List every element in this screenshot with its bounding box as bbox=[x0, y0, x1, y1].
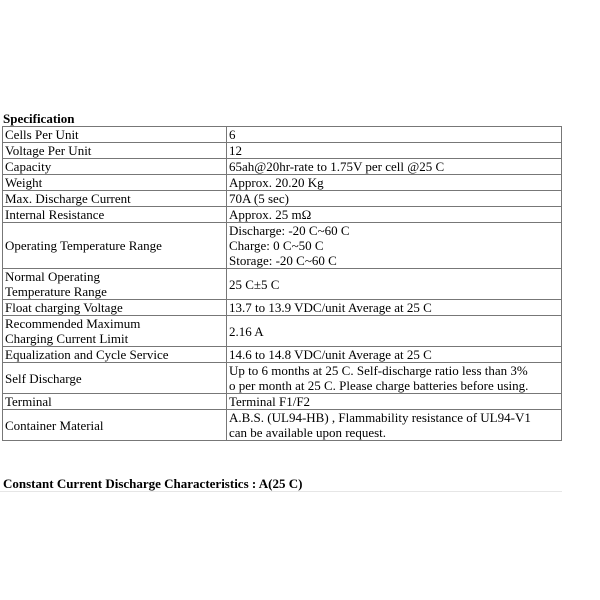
spec-value-cell bbox=[227, 410, 562, 441]
spec-label-text: Cells Per Unit bbox=[5, 127, 79, 142]
spec-label-cell bbox=[3, 127, 227, 143]
spec-label-text: Terminal bbox=[5, 394, 52, 409]
spec-row bbox=[3, 394, 562, 410]
spec-label-cell bbox=[3, 300, 227, 316]
spec-value-text: o per month at 25 C. Please charge batteries before using. bbox=[229, 378, 529, 393]
spec-row bbox=[3, 143, 562, 159]
spec-label-cell bbox=[3, 143, 227, 159]
spec-value-cell bbox=[227, 300, 562, 316]
spec-value-text: Charge: 0 C~50 C bbox=[229, 238, 324, 253]
spec-label-text: Temperature Range bbox=[5, 284, 107, 299]
spec-value-text: can be available upon request. bbox=[229, 425, 387, 440]
spec-row bbox=[3, 316, 562, 347]
spec-value-cell bbox=[227, 191, 562, 207]
spec-label-text: Normal Operating bbox=[5, 269, 100, 284]
specification-table bbox=[2, 126, 562, 441]
spec-label-cell bbox=[3, 410, 227, 441]
spec-value-text: Terminal F1/F2 bbox=[229, 394, 311, 409]
spec-value-cell bbox=[227, 175, 562, 191]
spec-value-cell bbox=[227, 316, 562, 347]
spec-label-text: Charging Current Limit bbox=[5, 331, 129, 346]
spec-value-text: 25 C±5 C bbox=[229, 276, 280, 292]
spec-row bbox=[3, 175, 562, 191]
spec-label-text: Max. Discharge Current bbox=[5, 191, 131, 206]
spec-label-text: Weight bbox=[5, 175, 43, 190]
spec-row bbox=[3, 363, 562, 394]
spec-value-text: Storage: -20 C~60 C bbox=[229, 253, 337, 268]
spec-row bbox=[3, 347, 562, 363]
spec-value-text: Up to 6 months at 25 C. Self-discharge ratio less than 3% bbox=[229, 363, 528, 378]
spec-label-text: Voltage Per Unit bbox=[5, 143, 92, 158]
spec-value-text: Discharge: -20 C~60 C bbox=[229, 223, 350, 238]
spec-value-cell bbox=[227, 347, 562, 363]
spec-row bbox=[3, 191, 562, 207]
spec-row bbox=[3, 300, 562, 316]
spec-value-cell bbox=[227, 269, 562, 300]
spec-row bbox=[3, 127, 562, 143]
spec-value-cell bbox=[227, 363, 562, 394]
spec-row bbox=[3, 269, 562, 300]
spec-value-cell bbox=[227, 207, 562, 223]
spec-label-cell bbox=[3, 175, 227, 191]
spec-value-text: 6 bbox=[229, 127, 236, 142]
spec-value-text: 14.6 to 14.8 VDC/unit Average at 25 C bbox=[229, 347, 432, 362]
spec-label-cell bbox=[3, 363, 227, 394]
spec-value-cell bbox=[227, 394, 562, 410]
spec-value-text: 13.7 to 13.9 VDC/unit Average at 25 C bbox=[229, 300, 432, 315]
spec-label-text: Capacity bbox=[5, 159, 52, 174]
spec-value-text: A.B.S. (UL94-HB) , Flammability resistance of UL94-V1 bbox=[229, 410, 531, 425]
discharge-characteristics-heading: Constant Current Discharge Characteristics : A(25 C) bbox=[3, 476, 303, 491]
spec-label-cell bbox=[3, 347, 227, 363]
spec-row bbox=[3, 223, 562, 269]
spec-label-text: Self Discharge bbox=[5, 370, 82, 386]
spec-value-text: 2.16 A bbox=[229, 323, 264, 339]
spec-value-text: 70A (5 sec) bbox=[229, 191, 289, 206]
spec-label-text: Internal Resistance bbox=[5, 207, 105, 222]
spec-value-cell bbox=[227, 143, 562, 159]
spec-label-cell bbox=[3, 223, 227, 269]
spec-label-cell bbox=[3, 316, 227, 347]
spec-label-cell bbox=[3, 191, 227, 207]
section-divider bbox=[0, 491, 562, 492]
spec-label-cell bbox=[3, 394, 227, 410]
spec-value-text: Approx. 20.20 Kg bbox=[229, 175, 324, 190]
spec-label-text: Recommended Maximum bbox=[5, 316, 141, 331]
spec-row bbox=[3, 207, 562, 223]
spec-label-text: Float charging Voltage bbox=[5, 300, 123, 315]
spec-value-cell bbox=[227, 127, 562, 143]
spec-value-cell bbox=[227, 223, 562, 269]
spec-value-text: 65ah@20hr-rate to 1.75V per cell @25 C bbox=[229, 159, 445, 174]
spec-value-text: Approx. 25 mΩ bbox=[229, 207, 312, 222]
spec-row bbox=[3, 410, 562, 441]
spec-value-text: 12 bbox=[229, 143, 242, 158]
specification-heading: Specification bbox=[3, 111, 75, 126]
spec-label-cell bbox=[3, 269, 227, 300]
spec-label-text: Operating Temperature Range bbox=[5, 238, 162, 253]
spec-label-cell bbox=[3, 207, 227, 223]
spec-row bbox=[3, 159, 562, 175]
spec-label-cell bbox=[3, 159, 227, 175]
spec-label-text: Container Material bbox=[5, 417, 104, 433]
specification-table-body bbox=[3, 127, 562, 441]
spec-label-text: Equalization and Cycle Service bbox=[5, 347, 169, 362]
spec-value-cell bbox=[227, 159, 562, 175]
